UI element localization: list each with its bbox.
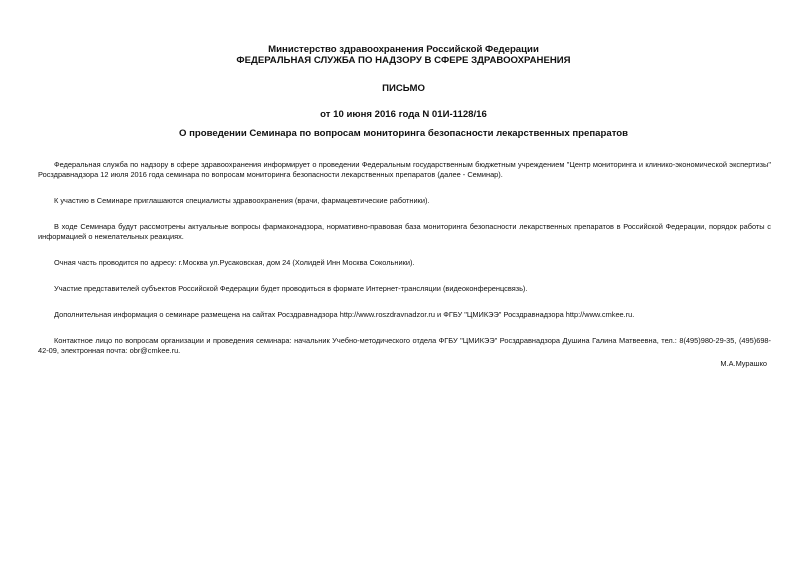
document-type: ПИСЬМО <box>382 83 425 94</box>
paragraph-announcement: Федеральная служба по надзору в сфере здравоохранения информирует о проведении Федеральным государственным бюджетным учреждением "Центр мониторинга и клинико-экономической экспертизы" Росздравнадзора 12 июля 2016 года семинара по вопросам мониторинга безопасности лекарственных препаратов (далее - Семинар). <box>38 160 771 179</box>
paragraph-topics: В ходе Семинара будут рассмотрены актуальные вопросы фармаконадзора, нормативно-правовая база мониторинга безопасности лекарственных препаратов в Российской Федерации, порядок работы с информацией о нежелательных реакциях. <box>38 222 771 241</box>
document-date-number: от 10 июня 2016 года N 01И-1128/16 <box>320 109 487 120</box>
ministry-name: Министерство здравоохранения Российской Федерации <box>268 44 539 55</box>
paragraph-address: Очная часть проводится по адресу: г.Москва ул.Русаковская, дом 24 (Холидей Инн Москва Сокольники). <box>54 258 415 267</box>
document-body <box>38 160 771 372</box>
document-header <box>0 44 807 120</box>
service-name: ФЕДЕРАЛЬНАЯ СЛУЖБА ПО НАДЗОРУ В СФЕРЕ ЗДРАВООХРАНЕНИЯ <box>236 55 571 66</box>
paragraph-additional-info: Дополнительная информация о семинаре размещена на сайтах Росздравнадзора http://www.roszdravnadzor.ru и ФГБУ "ЦМИКЭЭ" Росздравнадзора http://www.cmkee.ru. <box>54 310 635 319</box>
paragraph-contact: Контактное лицо по вопросам организации и проведения семинара: начальник Учебно-методического отдела ФГБУ "ЦМИКЭЭ" Росздравнадзора Душина Галина Матвеевна, тел.: 8(495)980-29-35, (495)698-42-09, электронная почта: obr@cmkee.ru. <box>38 336 771 355</box>
signature: М.А.Мурашко <box>720 359 767 368</box>
paragraph-broadcast: Участие представителей субъектов Российской Федерации будет проводиться в формате Интернет-трансляции (видеоконференцсвязь). <box>54 284 528 293</box>
paragraph-participants: К участию в Семинаре приглашаются специалисты здравоохранения (врачи, фармацевтические работники). <box>54 196 430 205</box>
document-subject: О проведении Семинара по вопросам мониторинга безопасности лекарственных препаратов <box>178 128 629 139</box>
